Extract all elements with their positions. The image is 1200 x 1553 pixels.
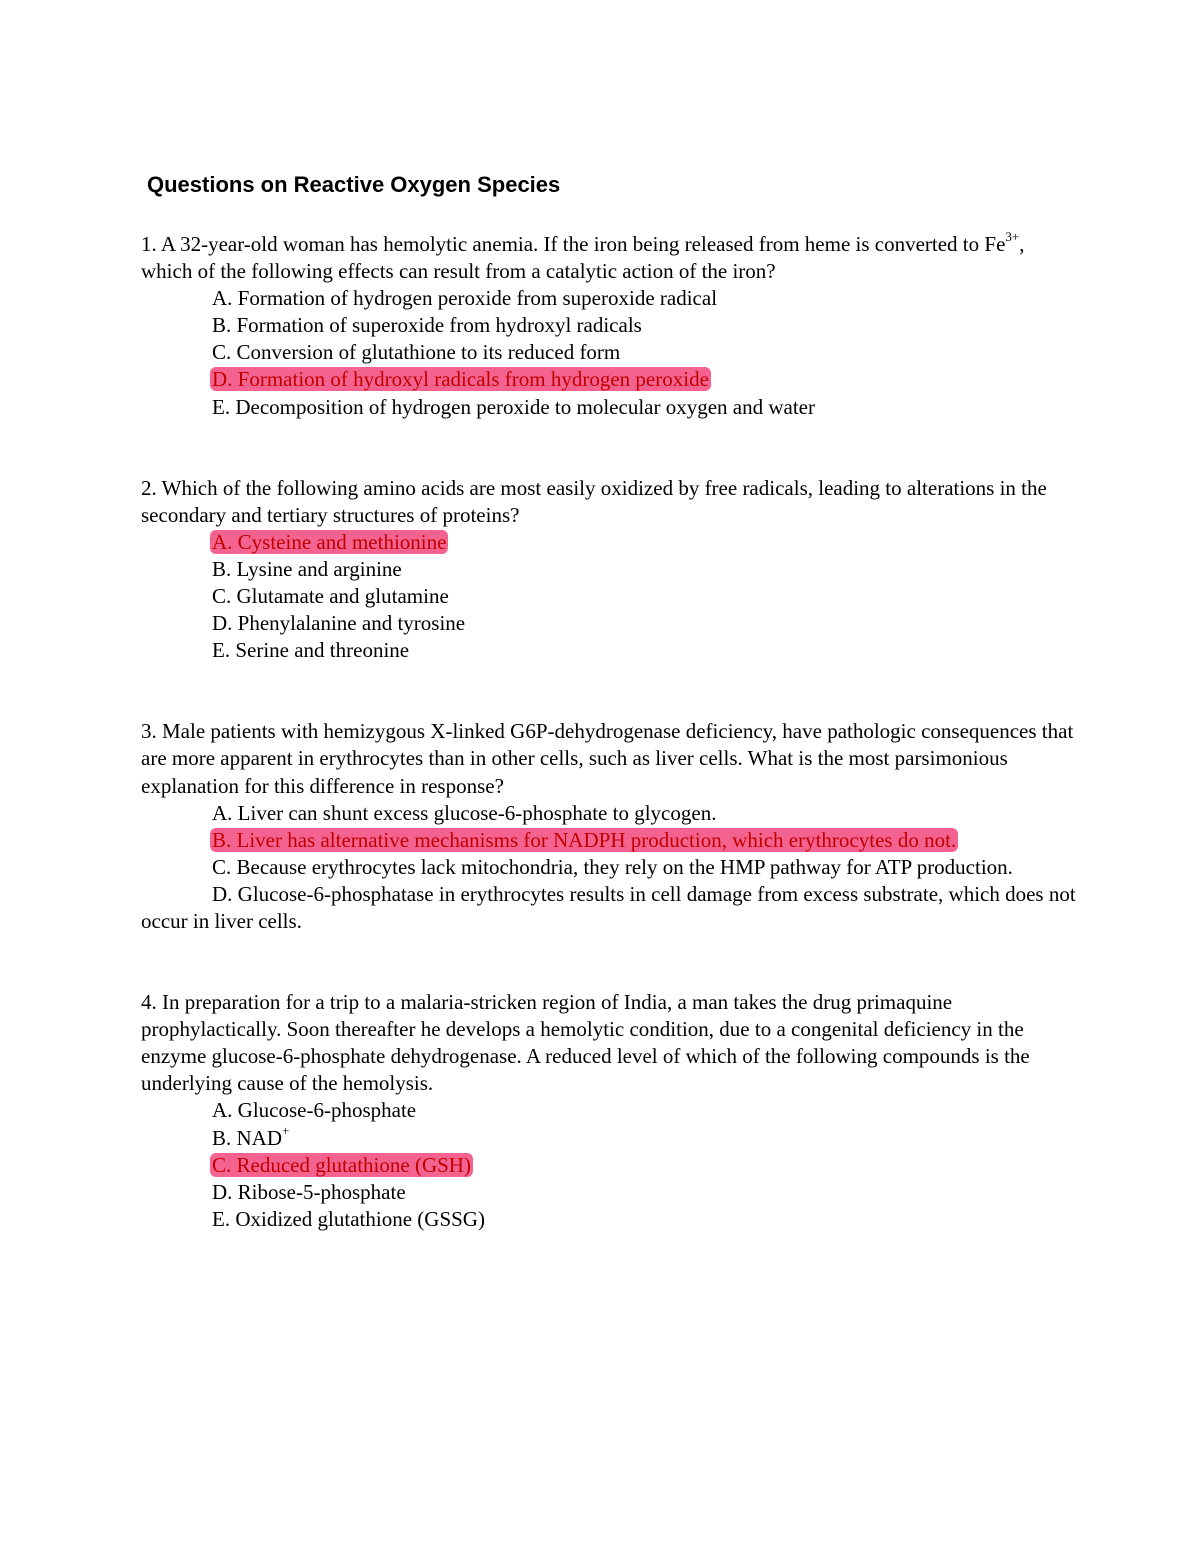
question-2-option-e-text: E. Serine and threonine bbox=[212, 638, 410, 663]
question-2-option-d-text: D. Phenylalanine and tyrosine bbox=[212, 611, 466, 636]
question-1-option-b bbox=[141, 312, 1081, 339]
question-4 bbox=[141, 989, 1081, 1233]
question-4-option-b-superscript: + bbox=[282, 1122, 290, 1138]
question-1-correct-answer: D. Formation of hydroxyl radicals from hydrogen peroxide bbox=[212, 367, 709, 392]
question-3-option-b bbox=[141, 827, 1081, 854]
question-2-option-c-text: C. Glutamate and glutamine bbox=[212, 584, 449, 609]
questions-body bbox=[141, 231, 1081, 1233]
question-2-option-a bbox=[141, 529, 1081, 556]
question-2-option-b bbox=[141, 556, 1081, 583]
question-3-option-a-text: A. Liver can shunt excess glucose-6-phosphate to glycogen. bbox=[212, 800, 717, 825]
question-1-option-e-text: E. Decomposition of hydrogen peroxide to molecular oxygen and water bbox=[212, 394, 815, 419]
document-title: Questions on Reactive Oxygen Species bbox=[147, 172, 561, 197]
question-4-option-c bbox=[141, 1152, 1081, 1179]
question-4-stem: 4. In preparation for a trip to a malaria-stricken region of India, a man takes the drug primaquine prophylactically. Soon thereafter he develops a hemolytic condition, due to a congenital deficiency in the enzyme glucose-6-phosphate dehydrogenase. A reduced level of which of the following compounds is the underlying cause of the hemolysis. bbox=[141, 990, 1030, 1096]
spacer bbox=[141, 935, 1081, 989]
question-3-option-d bbox=[141, 881, 1081, 935]
question-2-option-b-text: B. Lysine and arginine bbox=[212, 556, 402, 581]
question-3-option-d-text: D. Glucose-6-phosphatase in erythrocytes results in cell damage from excess substrate, which does not occur in liver cells. bbox=[141, 881, 1076, 933]
question-2 bbox=[141, 475, 1081, 665]
question-3-correct-answer: B. Liver has alternative mechanisms for NADPH production, which erythrocytes do not. bbox=[212, 827, 957, 852]
question-3-option-c bbox=[141, 854, 1081, 881]
question-3-option-c-text: C. Because erythrocytes lack mitochondria, they rely on the HMP pathway for ATP production. bbox=[212, 854, 1013, 879]
question-4-option-e-text: E. Oxidized glutathione (GSSG) bbox=[212, 1206, 485, 1231]
question-1-option-a-text: A. Formation of hydrogen peroxide from superoxide radical bbox=[212, 286, 718, 311]
question-1-stem-part2: , which of the following effects can result from a catalytic action of the iron? bbox=[141, 232, 1025, 284]
spacer bbox=[141, 421, 1081, 475]
question-4-option-d-text: D. Ribose-5-phosphate bbox=[212, 1179, 406, 1204]
question-3 bbox=[141, 718, 1081, 935]
question-1-superscript: 3+ bbox=[1005, 229, 1020, 244]
question-1-option-c-text: C. Conversion of glutathione to its reduced form bbox=[212, 340, 621, 365]
question-1-option-c bbox=[141, 339, 1081, 366]
question-2-option-e bbox=[141, 637, 1081, 664]
question-1-option-b-text: B. Formation of superoxide from hydroxyl radicals bbox=[212, 313, 642, 338]
question-4-option-d bbox=[141, 1179, 1081, 1206]
question-4-option-a bbox=[141, 1097, 1081, 1124]
question-4-option-b-text: B. NAD bbox=[212, 1125, 283, 1150]
spacer bbox=[141, 664, 1081, 718]
question-1-stem-part1: 1. A 32-year-old woman has hemolytic anemia. If the iron being released from heme is converted to Fe bbox=[141, 232, 1006, 256]
question-1-option-a bbox=[141, 285, 1081, 312]
question-1-stem bbox=[141, 231, 1081, 285]
question-2-option-c bbox=[141, 583, 1081, 610]
question-2-option-d bbox=[141, 610, 1081, 637]
question-4-correct-answer: C. Reduced glutathione (GSH) bbox=[212, 1152, 471, 1177]
question-1-option-e bbox=[141, 394, 1081, 421]
question-3-option-a bbox=[141, 800, 1081, 827]
question-4-option-a-text: A. Glucose-6-phosphate bbox=[212, 1098, 417, 1123]
question-4-option-b bbox=[141, 1122, 1081, 1152]
question-4-option-e bbox=[141, 1206, 1081, 1233]
question-1 bbox=[141, 231, 1081, 421]
question-1-option-d bbox=[141, 366, 1081, 393]
question-2-correct-answer: A. Cysteine and methionine bbox=[212, 529, 447, 554]
question-2-stem: 2. Which of the following amino acids are most easily oxidized by free radicals, leading to alterations in the secondary and tertiary structures of proteins? bbox=[141, 475, 1047, 527]
question-3-stem: 3. Male patients with hemizygous X-linked G6P-dehydrogenase deficiency, have pathologic consequences that are more apparent in erythrocytes than in other cells, such as liver cells. What is the most parsimonious explanation for this difference in response? bbox=[141, 719, 1074, 798]
